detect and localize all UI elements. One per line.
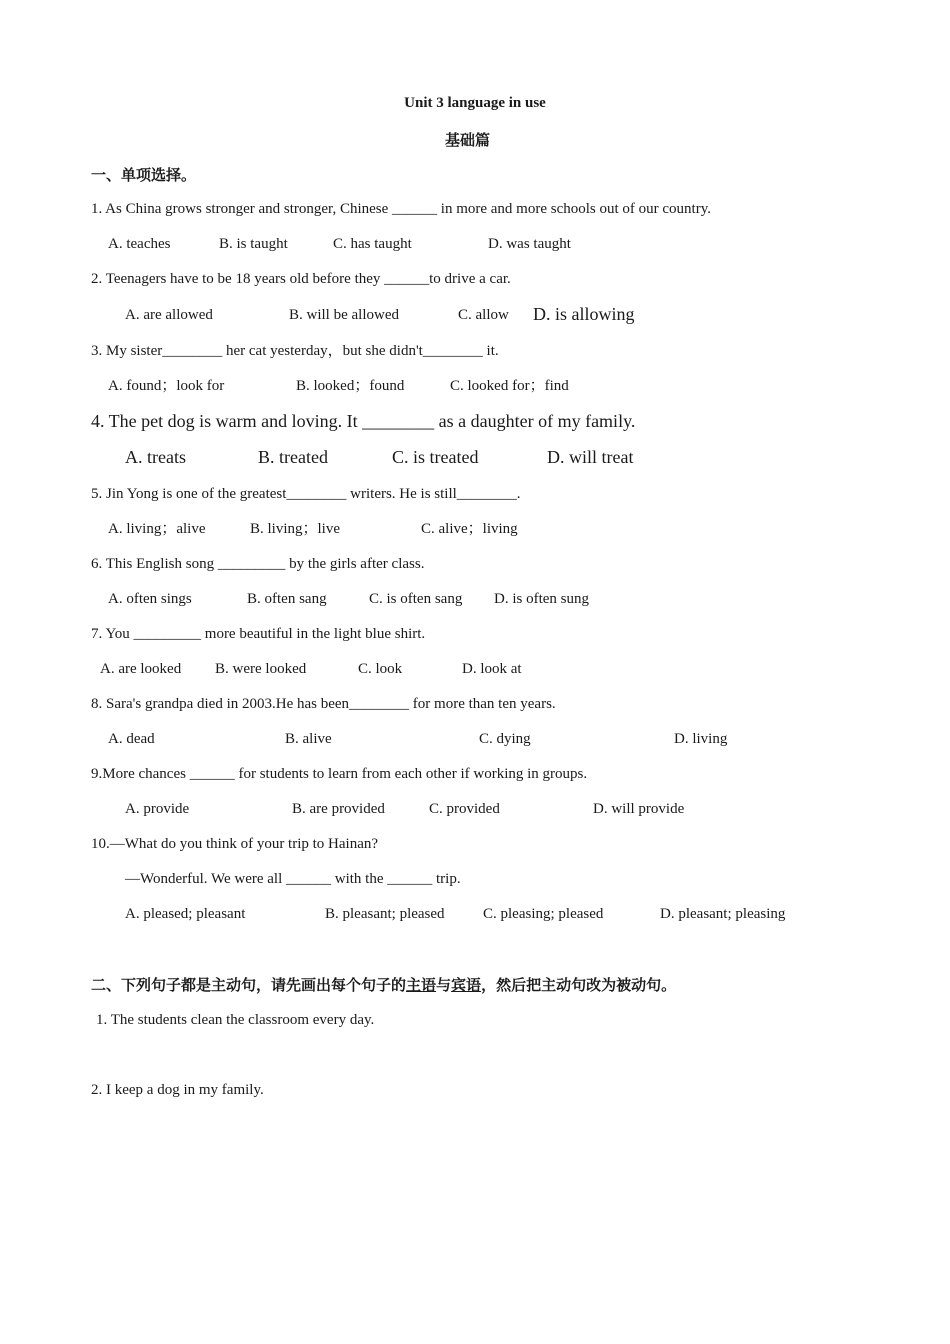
question-4-option-d: D. will treat xyxy=(547,447,634,467)
question-2-option-a: A. are allowed xyxy=(125,307,213,323)
section2-heading-post: ，然后把主动句改为被动句。 xyxy=(481,976,677,994)
question-6-option-a: A. often sings xyxy=(108,591,192,607)
section2-heading-pre: 二、下列句子都是主动句，请先画出每个句子的 xyxy=(91,976,407,994)
question-10-option-c: C. pleasing; pleased xyxy=(483,906,604,922)
question-3-option-b: B. looked；found xyxy=(296,378,405,394)
question-4-option-c: C. is treated xyxy=(392,447,479,467)
question-3-stem: 3. My sister________ her cat yesterday，but she didn't________ it. xyxy=(91,343,499,359)
question-7-option-c: C. look xyxy=(358,661,403,677)
question-2-option-d: D. is allowing xyxy=(533,304,635,324)
question-1-option-d: D. was taught xyxy=(488,236,571,252)
question-6-option-d: D. is often sung xyxy=(494,591,589,607)
question-8-stem: 8. Sara's grandpa died in 2003.He has been________ for more than ten years. xyxy=(91,696,556,712)
question-1-option-a: A. teaches xyxy=(108,236,171,252)
question-7-stem: 7. You _________ more beautiful in the light blue shirt. xyxy=(91,626,426,642)
question-8-option-c: C. dying xyxy=(479,731,531,747)
section2-heading-subject: 主语 xyxy=(406,976,437,994)
page-subtitle: 基础篇 xyxy=(444,131,490,149)
question-3-option-a: A. found；look for xyxy=(108,378,225,394)
question-10-option-b: B. pleasant; pleased xyxy=(325,906,445,922)
question-3-option-c: C. looked for；find xyxy=(450,378,569,394)
question-4-option-a: A. treats xyxy=(125,447,186,467)
question-9-option-a: A. provide xyxy=(125,801,190,817)
question-10-stem: 10.—What do you think of your trip to Hainan? xyxy=(91,836,379,852)
question-4-stem: 4. The pet dog is warm and loving. It ________ as a daughter of my family. xyxy=(91,411,636,431)
question-7-option-b: B. were looked xyxy=(215,661,307,677)
question-9-stem: 9.More chances ______ for students to learn from each other if working in groups. xyxy=(91,766,588,782)
question-1-option-b: B. is taught xyxy=(219,236,288,252)
question-10-option-d: D. pleasant; pleasing xyxy=(660,906,786,922)
section1-heading: 一、单项选择。 xyxy=(91,166,197,184)
question-5-option-c: C. alive；living xyxy=(421,521,518,537)
question-2-option-b: B. will be allowed xyxy=(289,307,399,323)
section2-heading-object: 宾语 xyxy=(451,976,482,994)
question-9-option-c: C. provided xyxy=(429,801,500,817)
question-1-option-c: C. has taught xyxy=(333,236,412,252)
question-10-option-a: A. pleased; pleasant xyxy=(125,906,246,922)
question-6-option-b: B. often sang xyxy=(247,591,327,607)
page-title: Unit 3 language in use xyxy=(404,95,546,111)
section2-item-1: 1. The students clean the classroom every day. xyxy=(96,1012,375,1028)
section2-heading-mid: 与 xyxy=(436,976,452,994)
section2-item-2: 2. I keep a dog in my family. xyxy=(91,1082,264,1098)
question-8-option-b: B. alive xyxy=(285,731,332,747)
question-7-option-d: D. look at xyxy=(462,661,522,677)
question-1-stem: 1. As China grows stronger and stronger, Chinese ______ in more and more schools out of our country. xyxy=(91,201,711,217)
question-5-option-b: B. living；live xyxy=(250,521,341,537)
question-6-option-c: C. is often sang xyxy=(369,591,463,607)
question-9-option-d: D. will provide xyxy=(593,801,685,817)
question-5-option-a: A. living；alive xyxy=(108,521,206,537)
question-4-option-b: B. treated xyxy=(258,447,328,467)
question-10-stem-2: —Wonderful. We were all ______ with the ______ trip. xyxy=(125,871,461,887)
question-8-option-d: D. living xyxy=(674,731,728,747)
question-5-stem: 5. Jin Yong is one of the greatest________ writers. He is still________. xyxy=(91,486,521,502)
section2-heading xyxy=(91,974,676,995)
question-7-option-a: A. are looked xyxy=(100,661,182,677)
question-2-stem: 2. Teenagers have to be 18 years old before they ______to drive a car. xyxy=(91,271,511,287)
question-8-option-a: A. dead xyxy=(108,731,155,747)
question-6-stem: 6. This English song _________ by the girls after class. xyxy=(91,556,425,572)
question-9-option-b: B. are provided xyxy=(292,801,385,817)
question-2-option-c: C. allow xyxy=(458,307,509,323)
